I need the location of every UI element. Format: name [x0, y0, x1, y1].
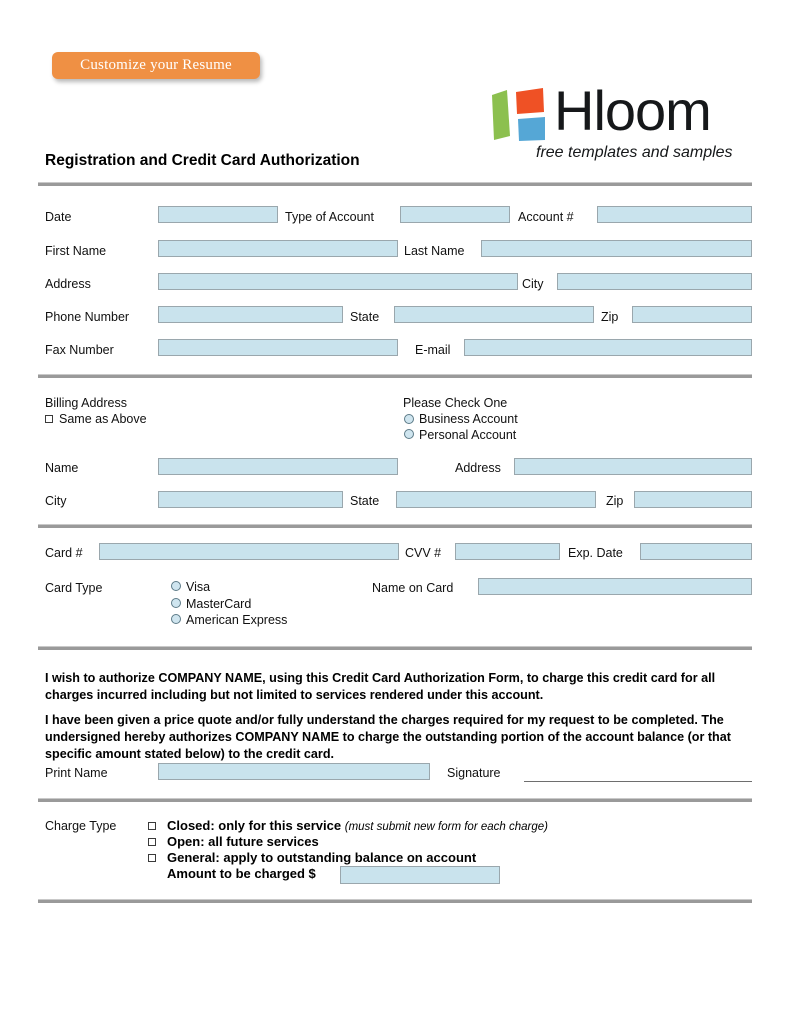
- input-zip[interactable]: [632, 306, 752, 323]
- label-billing-name: Name: [45, 461, 79, 475]
- label-type-of-account: Type of Account: [285, 210, 374, 224]
- label-last-name: Last Name: [404, 244, 465, 258]
- charge-option-closed-text: Closed: only for this service: [167, 818, 342, 833]
- divider-card: [38, 646, 752, 650]
- charge-option-general: General: apply to outstanding balance on account: [167, 850, 477, 865]
- label-signature: Signature: [447, 766, 501, 780]
- checkbox-charge-general[interactable]: [148, 854, 156, 862]
- label-card-number: Card #: [45, 546, 83, 560]
- label-american-express: American Express: [186, 613, 288, 627]
- input-billing-city[interactable]: [158, 491, 343, 508]
- authorization-paragraph-1: I wish to authorize COMPANY NAME, using this Credit Card Authorization Form, to charge this credit card for all charges incurred including but not limited to services rendered under this account.: [45, 671, 716, 702]
- input-email[interactable]: [464, 339, 752, 356]
- label-billing-state: State: [350, 494, 380, 508]
- label-address: Address: [45, 277, 91, 291]
- label-billing-address: Address: [455, 461, 501, 475]
- label-amount-to-be-charged: Amount to be charged $: [167, 866, 316, 881]
- input-city[interactable]: [557, 273, 752, 290]
- page-title: Registration and Credit Card Authorization: [45, 152, 360, 169]
- label-mastercard: MasterCard: [186, 597, 252, 611]
- label-print-name: Print Name: [45, 766, 108, 780]
- label-personal-account: Personal Account: [419, 428, 517, 442]
- customize-resume-label: Customize your Resume: [80, 57, 232, 73]
- input-first-name[interactable]: [158, 240, 398, 257]
- radio-mastercard[interactable]: [171, 598, 181, 608]
- radio-business-account[interactable]: [404, 414, 414, 424]
- label-date: Date: [45, 210, 72, 224]
- hloom-logo-mark: [488, 86, 550, 144]
- charge-option-open: Open: all future services: [167, 834, 319, 849]
- input-billing-name[interactable]: [158, 458, 398, 475]
- divider-header: [38, 182, 752, 186]
- input-card-number[interactable]: [99, 543, 399, 560]
- divider-footer: [38, 899, 752, 903]
- input-last-name[interactable]: [481, 240, 752, 257]
- checkbox-charge-open[interactable]: [148, 838, 156, 846]
- input-billing-zip[interactable]: [634, 491, 752, 508]
- hloom-logo: [488, 79, 754, 166]
- label-cvv: CVV #: [405, 546, 442, 560]
- label-card-type: Card Type: [45, 581, 103, 595]
- hloom-logo-text: Hloom: [554, 79, 711, 142]
- divider-authorization: [38, 798, 752, 802]
- checkbox-charge-closed[interactable]: [148, 822, 156, 830]
- input-print-name[interactable]: [158, 763, 430, 780]
- authorization-paragraph-2: I have been given a price quote and/or fully understand the charges required for my request to be completed. The undersigned hereby authorizes COMPANY NAME to charge the outstanding portion of the account balance (or that specific amount stated below) to the credit card.: [45, 713, 731, 761]
- label-email: E-mail: [415, 343, 451, 357]
- input-address[interactable]: [158, 273, 518, 290]
- label-account-number: Account #: [518, 210, 574, 224]
- billing-address-heading: Billing Address: [45, 396, 127, 410]
- signature-line[interactable]: [524, 781, 752, 782]
- divider-account: [38, 374, 752, 378]
- input-date[interactable]: [158, 206, 278, 223]
- input-billing-address[interactable]: [514, 458, 752, 475]
- label-visa: Visa: [186, 580, 211, 594]
- input-billing-state[interactable]: [396, 491, 596, 508]
- label-first-name: First Name: [45, 244, 107, 258]
- label-billing-city: City: [45, 494, 67, 508]
- label-charge-type: Charge Type: [45, 819, 117, 833]
- input-fax-number[interactable]: [158, 339, 398, 356]
- charge-option-closed: [167, 818, 548, 833]
- divider-billing: [38, 524, 752, 528]
- label-zip: Zip: [601, 310, 619, 324]
- input-account-number[interactable]: [597, 206, 752, 223]
- hloom-tagline: free templates and samples: [536, 144, 733, 161]
- charge-option-closed-note: (must submit new form for each charge): [344, 821, 548, 833]
- radio-visa[interactable]: [171, 581, 181, 591]
- label-exp-date: Exp. Date: [568, 546, 623, 560]
- label-state: State: [350, 310, 380, 324]
- radio-personal-account[interactable]: [404, 429, 414, 439]
- checkbox-same-as-above[interactable]: [45, 415, 53, 423]
- input-exp-date[interactable]: [640, 543, 752, 560]
- input-name-on-card[interactable]: [478, 578, 752, 595]
- label-phone-number: Phone Number: [45, 310, 130, 324]
- label-name-on-card: Name on Card: [372, 581, 454, 595]
- input-cvv[interactable]: [455, 543, 560, 560]
- please-check-one-heading: Please Check One: [403, 396, 508, 410]
- radio-american-express[interactable]: [171, 614, 181, 624]
- label-business-account: Business Account: [419, 412, 518, 426]
- label-fax-number: Fax Number: [45, 343, 114, 357]
- input-amount-to-be-charged[interactable]: [340, 866, 500, 884]
- customize-resume-button[interactable]: [52, 52, 260, 79]
- input-phone-number[interactable]: [158, 306, 343, 323]
- input-state[interactable]: [394, 306, 594, 323]
- label-billing-zip: Zip: [606, 494, 624, 508]
- label-same-as-above: Same as Above: [59, 412, 147, 426]
- input-type-of-account[interactable]: [400, 206, 510, 223]
- label-city: City: [522, 277, 544, 291]
